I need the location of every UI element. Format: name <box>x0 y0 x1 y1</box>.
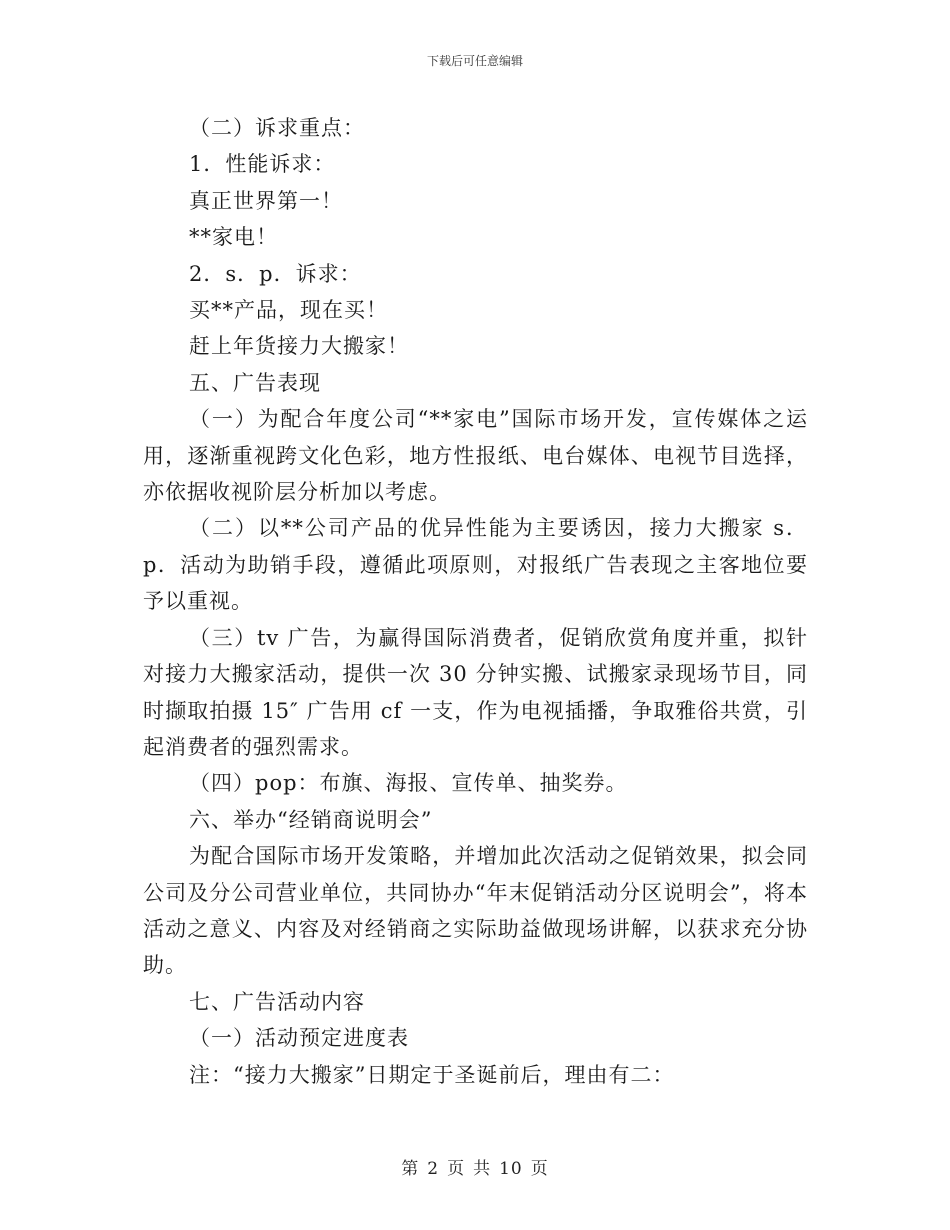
section-heading-ad-performance: 五、广告表现 <box>189 370 321 395</box>
footer-total-pages: 10 <box>499 1159 523 1179</box>
page-header: 下载后可任意编辑 <box>426 54 523 68</box>
paragraph-ad-3: （三）tv 广告，为赢得国际消费者，促销欣赏角度并重，拟针对接力大搬家活动，提供一次 30 分钟实搬、试搬家录现场节目，同时撷取拍摄 15″ 广告用 cf 一支，作为电视插播，争取雅俗共赏，引起消费者的强烈需求。 <box>143 625 808 759</box>
footer-prefix: 第 <box>401 1159 420 1179</box>
slogan-relay-move: 赶上年货接力大搬家！ <box>189 334 409 359</box>
subheading-appeal-focus: （二）诉求重点： <box>189 116 365 140</box>
slogan-buy-now: 买**产品，现在买！ <box>189 298 388 323</box>
footer-page-number: 2 <box>427 1159 440 1179</box>
paragraph-ad-1: （一）为配合年度公司“**家电”国际市场开发，宣传媒体之运用，逐渐重视跨文化色彩，地方性报纸、电台媒体、电视节目选择，亦依据收视阶层分析加以考虑。 <box>143 407 808 505</box>
section-heading-ad-activity: 七、广告活动内容 <box>189 989 365 1014</box>
paragraph-ad-2: （二）以**公司产品的优异性能为主要诱因，接力大搬家 s．p．活动为助销手段，遵循此项原则，对报纸广告表现之主客地位要予以重视。 <box>143 516 808 614</box>
page-footer <box>0 1154 950 1179</box>
footer-page-unit: 页 <box>447 1159 466 1179</box>
footer-total-prefix: 共 <box>473 1159 492 1179</box>
note-date: 注：“接力大搬家”日期定于圣诞前后，理由有二： <box>189 1062 675 1087</box>
paragraph-ad-4: （四）pop：布旗、海报、宣传单、抽奖券。 <box>189 771 628 796</box>
paragraph-dealer-meeting: 为配合国际市场开发策略，并增加此次活动之促销效果，拟会同公司及分公司营业单位，共同协办“年末促销活动分区说明会”，将本活动之意义、内容及对经销商之实际助益做现场讲解，以获求充分协助。 <box>143 844 808 978</box>
footer-total-unit: 页 <box>530 1159 549 1179</box>
document-body <box>143 110 808 1093</box>
item-sp-appeal: 2．s．p．诉求： <box>189 261 362 286</box>
section-heading-dealer-meeting: 六、举办“经销商说明会” <box>189 807 433 832</box>
slogan-appliance: **家电！ <box>189 225 278 250</box>
slogan-world-first: 真正世界第一！ <box>189 188 343 213</box>
item-performance-appeal: 1．性能诉求： <box>189 152 336 177</box>
subheading-schedule: （一）活动预定进度表 <box>189 1026 409 1051</box>
